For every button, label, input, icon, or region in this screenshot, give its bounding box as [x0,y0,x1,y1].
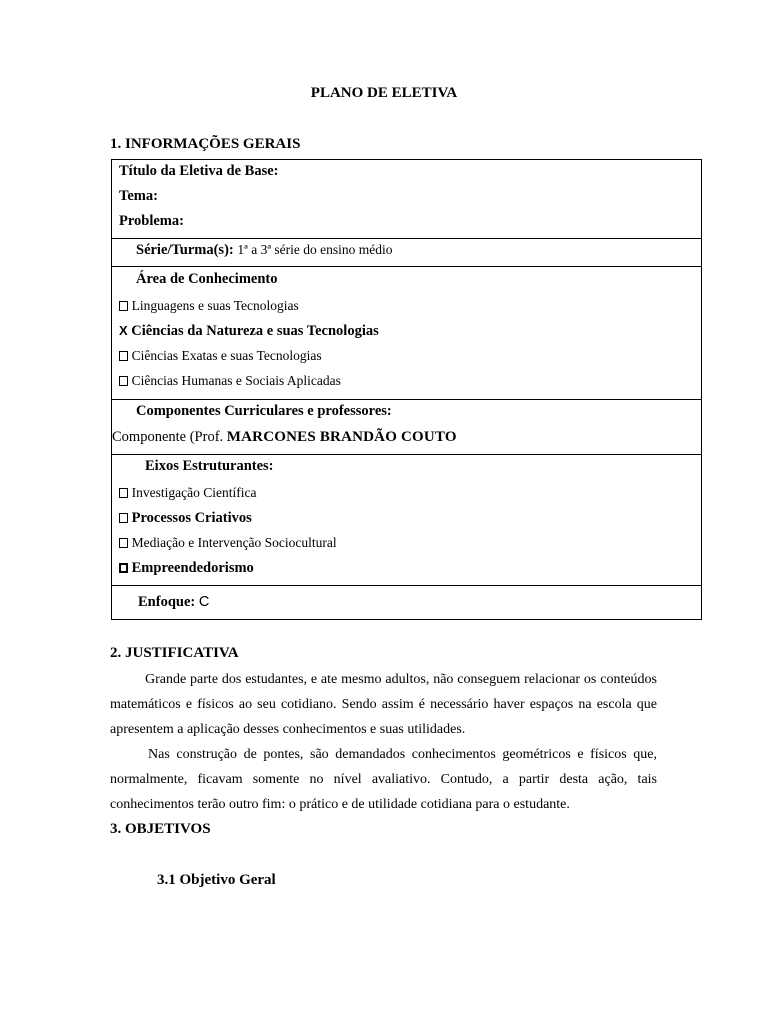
section-heading-informacoes-gerais: 1. INFORMAÇÕES GERAIS [110,136,301,152]
professor-name: MARCONES BRANDÃO COUTO [226,429,457,445]
checkbox-icon[interactable] [119,488,128,498]
checkbox-icon[interactable] [119,351,128,361]
eixo-option-label: Processos Criativos [131,510,252,526]
section-heading-justificativa: 2. JUSTIFICATIVA [110,645,239,661]
paragraph-text: Grande parte dos estudantes, e ate mesmo adultos, não conseguem relacionar os conteúdos matemáticos e físicos ao seu cotidiano. Sendo assim é necessário haver espaços na escola que apresentem a aplicação desses conhecimentos e suas utilidades. [110,672,657,738]
paragraph-text: Nas construção de pontes, são demandados conhecimentos geométricos e físicos que, normalmente, ficavam somente no nível avaliativo. Contudo, a partir desta ação, tais conhecimentos terão outro fim: o prático e de utilidade cotidiana para o estudante. [110,747,657,813]
area-label: Área de Conhecimento [136,271,278,287]
area-option-linguagens[interactable] [119,298,299,315]
x-mark-icon[interactable]: X [119,323,128,338]
checkbox-icon[interactable] [119,376,128,386]
enfoque-label: Enfoque: [138,594,196,610]
componente-row [112,429,457,446]
block-serie [112,238,701,267]
eixos-label: Eixos Estruturantes: [145,458,274,474]
info-form-table [111,159,702,620]
area-option-label: Ciências Humanas e Sociais Aplicadas [131,373,341,388]
problema-label: Problema: [119,213,184,229]
tema-label: Tema: [119,188,158,204]
eixo-option-label: Investigação Científica [131,485,257,500]
area-option-ciencias-exatas[interactable] [119,348,322,365]
checkbox-icon[interactable] [119,301,128,311]
justificativa-paragraph-1 [110,667,657,743]
checkbox-icon[interactable] [119,513,128,523]
area-option-label: Ciências Exatas e suas Tecnologias [131,348,322,363]
subsection-heading-objetivo-geral: 3.1 Objetivo Geral [157,872,276,888]
area-option-ciencias-humanas[interactable] [119,373,341,390]
eixo-option-label: Empreendedorismo [131,560,254,576]
section-heading-objetivos: 3. OBJETIVOS [110,821,211,837]
block-componentes [112,399,701,455]
enfoque-value: C [198,594,210,610]
justificativa-paragraph-2 [110,742,657,818]
area-option-ciencias-natureza[interactable] [119,323,379,340]
serie-label: Série/Turma(s): [136,242,234,258]
componente-prefix: Componente (Prof. [112,429,224,445]
checkbox-icon[interactable] [119,538,128,548]
titulo-label: Título da Eletiva de Base: [119,163,279,179]
block-titulo [112,160,701,238]
page-title: PLANO DE ELETIVA [310,85,458,101]
eixo-option-mediacao[interactable] [119,535,337,552]
area-option-label: Linguagens e suas Tecnologias [131,298,299,313]
serie-row [136,242,393,259]
eixo-option-processos[interactable] [119,510,252,527]
enfoque-row [138,594,209,611]
eixo-option-label: Mediação e Intervenção Sociocultural [131,535,337,550]
checkbox-icon[interactable] [119,563,128,573]
componentes-label: Componentes Curriculares e professores: [136,403,392,419]
eixo-option-empreendedorismo[interactable] [119,560,254,577]
serie-value: 1ª a 3ª série do ensino médio [237,242,393,257]
eixo-option-investigacao[interactable] [119,485,256,502]
block-eixos [112,454,701,586]
block-enfoque [112,585,701,621]
block-area [112,266,701,400]
area-option-label: Ciências da Natureza e suas Tecnologias [131,323,379,339]
